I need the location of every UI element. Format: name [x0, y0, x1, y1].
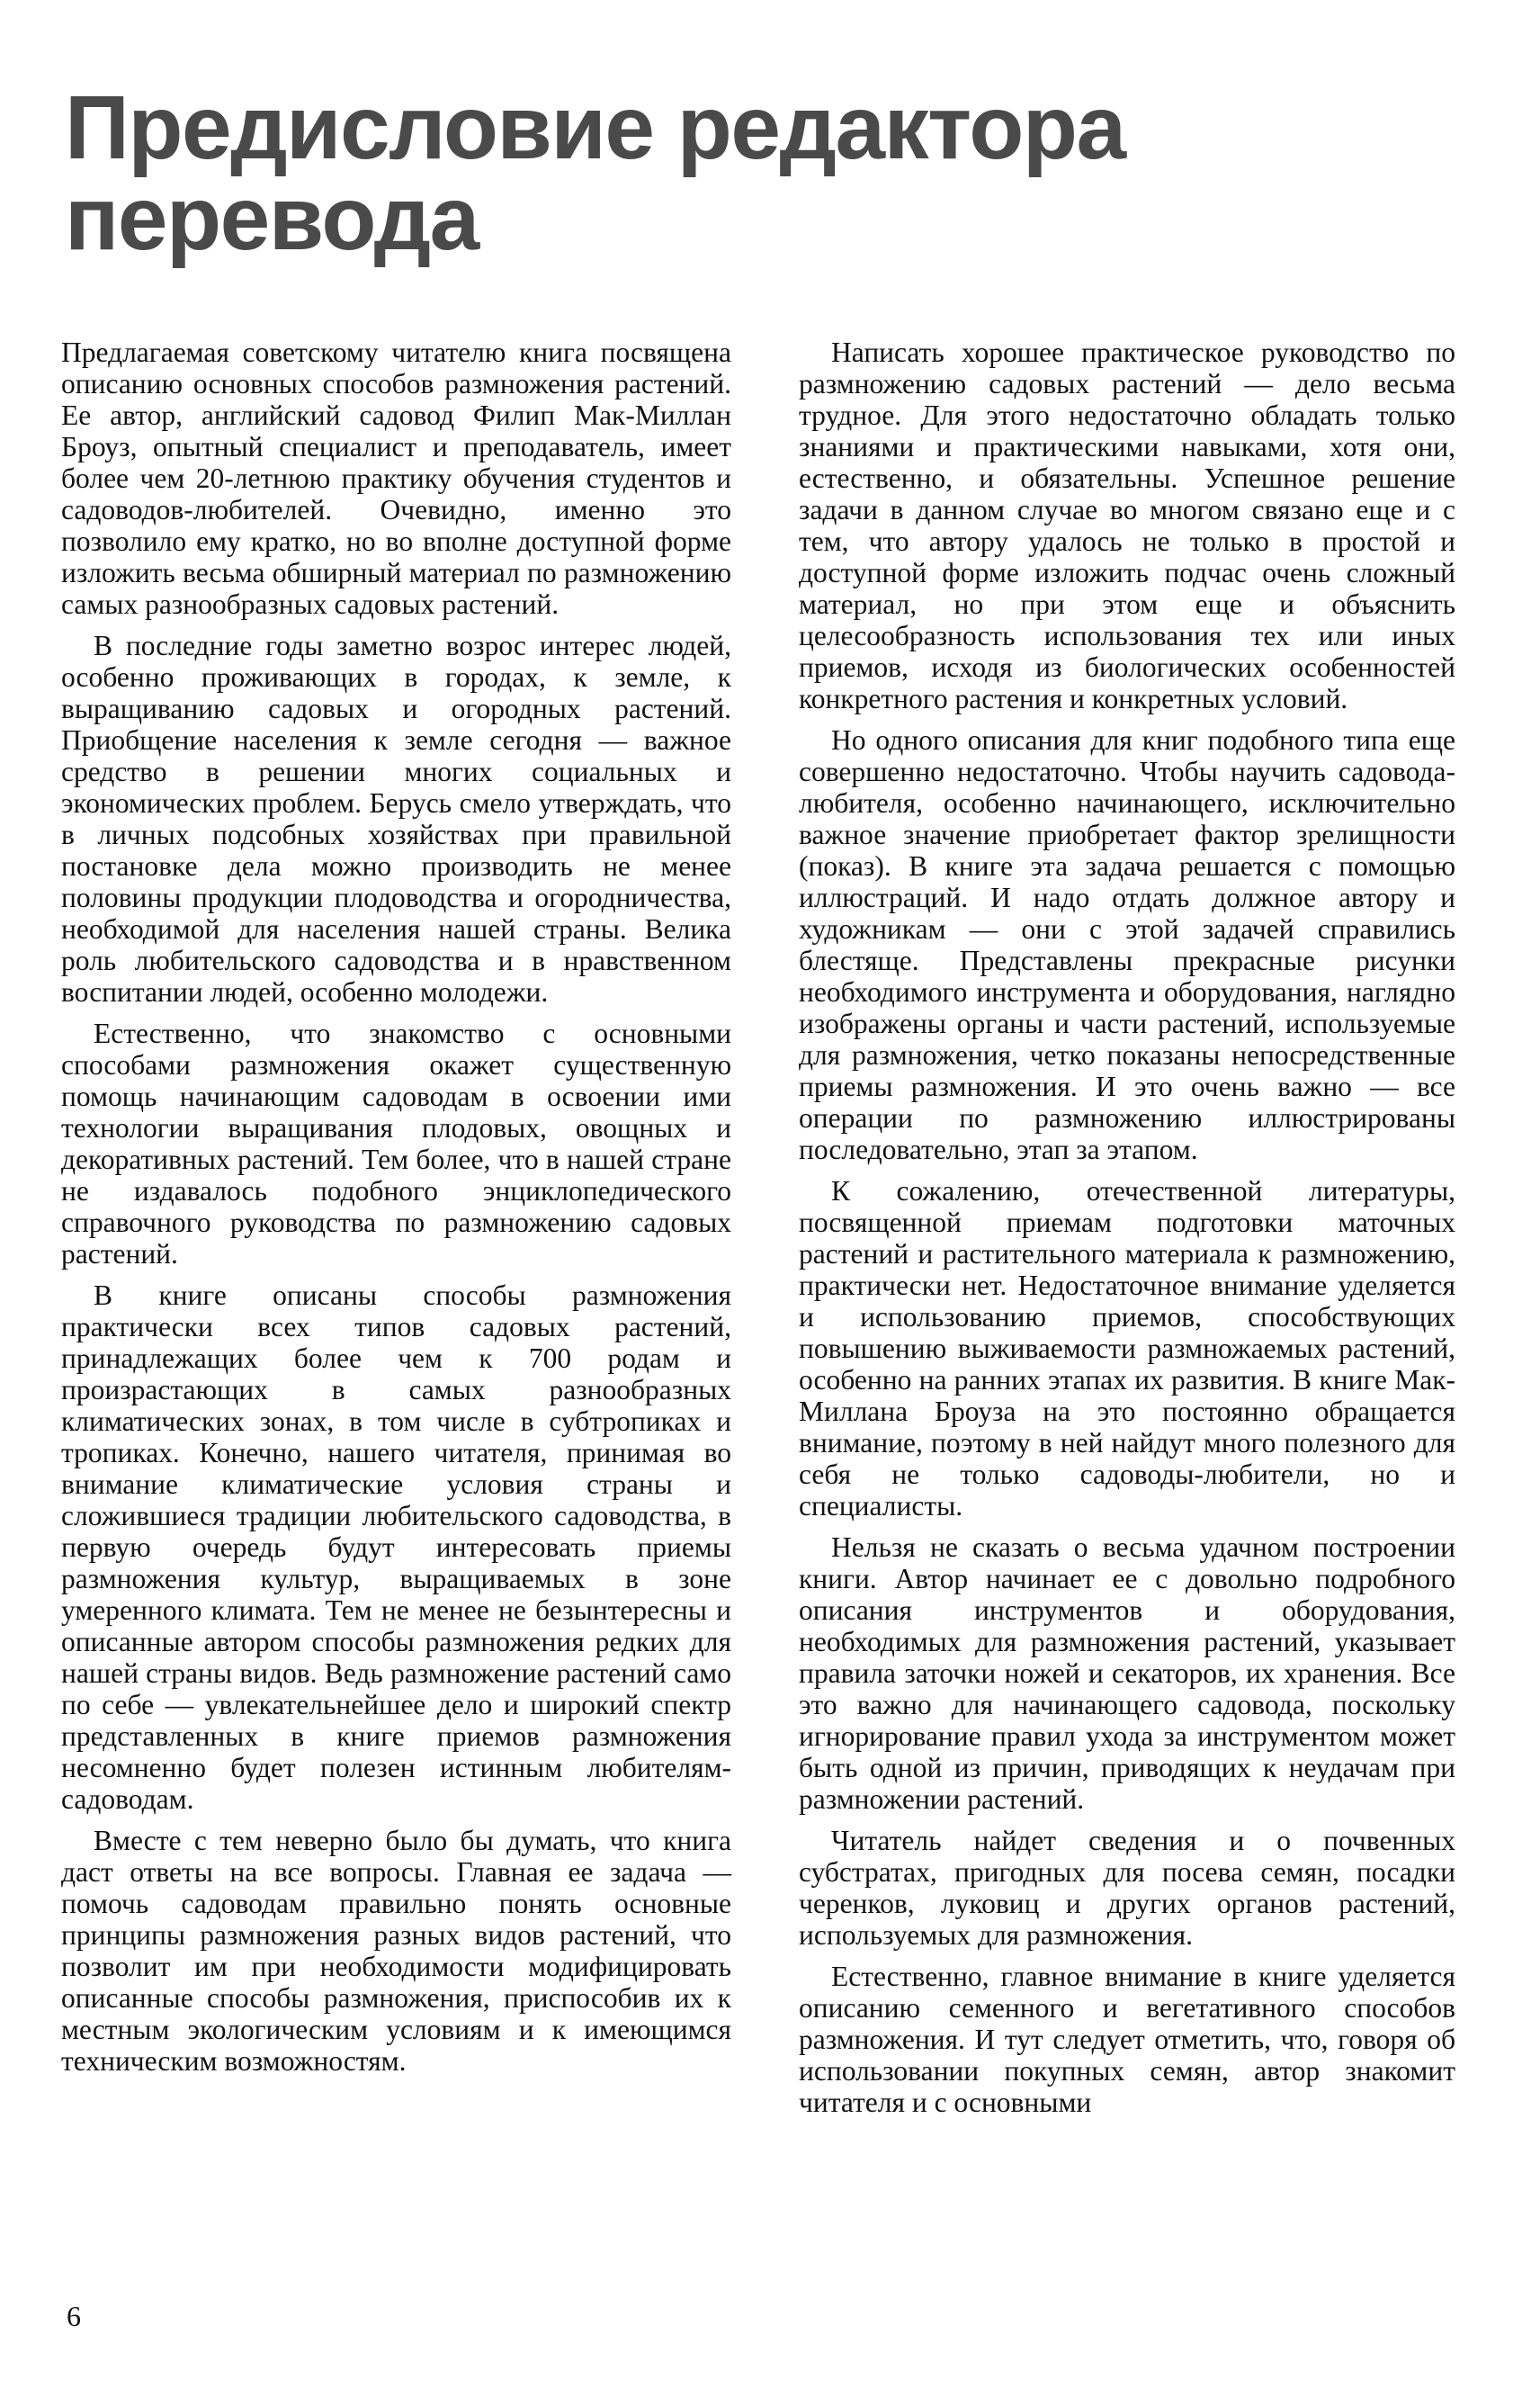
paragraph: Естественно, главное внимание в книге уделяется описанию семенного и вегетативного способов размножения. И тут следует отметить, что, говоря об использовании покупных семян, автор знакомит читателя и с основными	[799, 1961, 1455, 2118]
right-column	[799, 337, 1455, 2128]
page-title-line-1: Предисловие редактора	[65, 77, 1125, 178]
paragraph: Вместе с тем неверно было бы думать, что книга даст ответы на все вопросы. Главная ее задача — помочь садоводам правильно понять основные принципы размножения разных видов растений, что позволит им при необходимости модифицировать описанные способы размножения, приспособив их к местным экологическим условиям и к имеющимся техническим возможностям.	[61, 1825, 731, 2077]
paragraph: Читатель найдет сведения и о почвенных субстратах, пригодных для посева семян, посадки черенков, луковиц и других органов растений, используемых для размножения.	[799, 1825, 1455, 1951]
paragraph: Но одного описания для книг подобного типа еще совершенно недостаточно. Чтобы научить садовода-любителя, особенно начинающего, исключительно важное значение приобретает фактор зрелищности (показ). В книге эта задача решается с помощью иллюстраций. И надо отдать должное автору и художникам — они с этой задачей справились блестяще. Представлены прекрасные рисунки необходимого инструмента и оборудования, наглядно изображены органы и части растений, используемые для размножения, четко показаны непосредственные приемы размножения. И это очень важно — все операции по размножению иллюстрированы последовательно, этап за этапом.	[799, 724, 1455, 1165]
page-title-line-2: перевода	[65, 168, 479, 269]
left-column	[61, 337, 731, 2087]
page-title	[65, 77, 1414, 269]
paragraph: Нельзя не сказать о весьма удачном построении книги. Автор начинает ее с довольно подробного описания инструментов и оборудования, необходимых для размножения растений, указывает правила заточки ножей и секаторов, их хранения. Все это важно для начинающего садовода, поскольку игнорирование правил ухода за инструментом может быть одной из причин, приводящих к неудачам при размножении растений.	[799, 1531, 1455, 1815]
paragraph: В последние годы заметно возрос интерес людей, особенно проживающих в городах, к земле, к выращиванию садовых и огородных растений. Приобщение населения к земле сегодня — важное средство в решении многих социальных и экономических проблем. Берусь смело утверждать, что в личных подсобных хозяйствах при правильной постановке дела можно производить не менее половины продукции плодоводства и огородничества, необходимой для населения нашей страны. Велика роль любительского садоводства и в нравственном воспитании людей, особенно молодежи.	[61, 630, 731, 1008]
page-number: 6	[67, 2300, 81, 2332]
paragraph: В книге описаны способы размножения практически всех типов садовых растений, принадлежащих более чем к 700 родам и произрастающих в самых разнообразных климатических зонах, в том числе в субтропиках и тропиках. Конечно, нашего читателя, принимая во внимание климатические условия страны и сложившиеся традиции любительского садоводства, в первую очередь будут интересовать приемы размножения культур, выращиваемых в зоне умеренного климата. Тем не менее не безынтересны и описанные автором способы размножения редких для нашей страны видов. Ведь размножение растений само по себе — увлекательнейшее дело и широкий спектр представленных в книге приемов размножения несомненно будет полезен истинным любителям-садоводам.	[61, 1279, 731, 1815]
paragraph: Написать хорошее практическое руководство по размножению садовых растений — дело весьма трудное. Для этого недостаточно обладать только знаниями и практическими навыками, хотя они, естественно, и обязательны. Успешное решение задачи в данном случае во многом связано еще и с тем, что автору удалось не только в простой и доступной форме изложить подчас очень сложный материал, но при этом еще и объяснить целесообразность использования тех или иных приемов, исходя из биологических особенностей конкретного растения и конкретных условий.	[799, 337, 1455, 714]
paragraph: К сожалению, отечественной литературы, посвященной приемам подготовки маточных растений и растительного материала к размножению, практически нет. Недостаточное внимание уделяется и использованию приемов, способствующих повышению выживаемости размножаемых растений, особенно на ранних этапах их развития. В книге Мак-Миллана Броуза на это постоянно обращается внимание, поэтому в ней найдут много полезного для себя не только садоводы-любители, но и специалисты.	[799, 1175, 1455, 1522]
paragraph: Естественно, что знакомство с основными способами размножения окажет существенную помощь начинающим садоводам в освоении ими технологии выращивания плодовых, овощных и декоративных растений. Тем более, что в нашей стране не издавалось подобного энциклопедического справочного руководства по размножению садовых растений.	[61, 1018, 731, 1270]
paragraph: Предлагаемая советскому читателю книга посвящена описанию основных способов размножения растений. Ее автор, английский садовод Филип Мак-Миллан Броуз, опытный специалист и преподаватель, имеет более чем 20-летнюю практику обучения студентов и садоводов-любителей. Очевидно, именно это позволило ему кратко, но во вполне доступной форме изложить весьма обширный материал по размножению самых разнообразных садовых растений.	[61, 337, 731, 620]
